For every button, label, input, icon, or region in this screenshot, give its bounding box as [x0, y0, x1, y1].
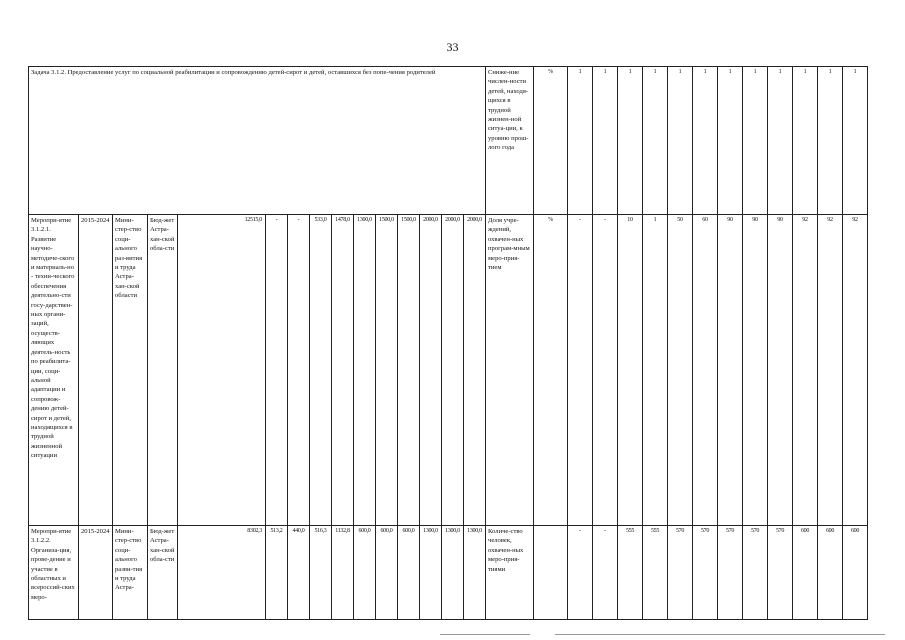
page-number: 33 — [446, 40, 459, 54]
activity-value: 10 — [618, 215, 643, 526]
activity-value: 90 — [718, 215, 743, 526]
activity-period: 2015-2024 — [79, 215, 113, 526]
footer-rule — [440, 634, 530, 635]
activity-value: - — [593, 215, 618, 526]
activity-executor: Мини-стер-ство соци-ального раз-вития и труда Астра-хан-ской области — [113, 215, 148, 526]
activity-value: 600 — [818, 526, 843, 620]
task-value: 1 — [768, 67, 793, 215]
footer-rule — [555, 634, 885, 635]
activity-value: 570 — [693, 526, 718, 620]
task-title: Задача 3.1.2. Предоставление услуг по социальной реабилитации и сопровождению детей-сирот и детей, оставшихся без попе-чения родителей — [29, 67, 486, 215]
task-value: 1 — [668, 67, 693, 215]
task-value: 1 — [593, 67, 618, 215]
activity-yearly: 2000,0 — [464, 215, 486, 526]
task-unit: % — [534, 67, 568, 215]
task-value: 1 — [618, 67, 643, 215]
activity-unit — [534, 526, 568, 620]
activity-period: 2015-2024 — [79, 526, 113, 620]
activity-value: 60 — [693, 215, 718, 526]
activity-yearly: 1500,0 — [398, 215, 420, 526]
activity-source: Бюд-жет Астра-хан-ской обла-сти — [148, 526, 178, 620]
task-value: 1 — [693, 67, 718, 215]
activity-value: 570 — [668, 526, 693, 620]
activity-value: 90 — [743, 215, 768, 526]
activity-yearly: 1132,8 — [332, 526, 354, 620]
task-value: 1 — [818, 67, 843, 215]
activity-total: 12515,0 — [178, 215, 266, 526]
activity-yearly: - — [266, 215, 288, 526]
activity-yearly: 600,0 — [398, 526, 420, 620]
budget-table — [28, 66, 868, 620]
activity-yearly: 1300,0 — [420, 526, 442, 620]
activity-value: 570 — [768, 526, 793, 620]
activity-row — [29, 215, 868, 526]
task-row — [29, 67, 868, 215]
activity-value: 92 — [843, 215, 868, 526]
activity-yearly: - — [288, 215, 310, 526]
activity-yearly: 2000,0 — [442, 215, 464, 526]
activity-value: 92 — [818, 215, 843, 526]
activity-yearly: 1300,0 — [354, 215, 376, 526]
activity-value: 90 — [768, 215, 793, 526]
activity-value: 600 — [793, 526, 818, 620]
task-value: 1 — [643, 67, 668, 215]
task-value: 1 — [743, 67, 768, 215]
activity-value: 92 — [793, 215, 818, 526]
activity-yearly: 1300,0 — [464, 526, 486, 620]
activity-yearly: 516,3 — [310, 526, 332, 620]
activity-executor: Мини-стер-ство соци-ального разви-тия и труда Астра- — [113, 526, 148, 620]
activity-unit: % — [534, 215, 568, 526]
activity-value: 555 — [643, 526, 668, 620]
activity-value: 600 — [843, 526, 868, 620]
activity-value: - — [568, 526, 593, 620]
activity-yearly: 1300,0 — [442, 526, 464, 620]
activity-value: 570 — [743, 526, 768, 620]
task-value: 1 — [718, 67, 743, 215]
activity-yearly: 600,0 — [376, 526, 398, 620]
task-indicator: Сниже-ние числен-ности детей, находя-щихся в трудной жизнен-ной ситуа-ции, к уровню прош-лого года — [486, 67, 534, 215]
activity-name: Меропри-ятие 3.1.2.1. Развитие научно-методиче-ского и материаль-но - техни-ческого обеспечения деятельно-сти госу-дарствен-ных органи-заций, осуществ-ляющих деятель-ность по реабилита-ции, соци-альной адаптации и сопровож-дению детей-сирот и детей, находящихся в трудной жизненной ситуации — [29, 215, 79, 526]
activity-name: Меропри-ятие 3.1.2.2. Организа-ция, прове-дение и участие в областных и всероссий-ских меро- — [29, 526, 79, 620]
activity-indicator: Доля учре-ждений, охвачен-ных програм-мным меро-прия-тием — [486, 215, 534, 526]
activity-value: 50 — [668, 215, 693, 526]
activity-yearly: 2000,0 — [420, 215, 442, 526]
activity-value: 1 — [643, 215, 668, 526]
task-value: 1 — [793, 67, 818, 215]
activity-yearly: 1500,0 — [376, 215, 398, 526]
activity-value: - — [593, 526, 618, 620]
activity-value: 555 — [618, 526, 643, 620]
activity-yearly: 440,0 — [288, 526, 310, 620]
activity-yearly: 533,0 — [310, 215, 332, 526]
task-value: 1 — [568, 67, 593, 215]
activity-value: 570 — [718, 526, 743, 620]
task-value: 1 — [843, 67, 868, 215]
activity-yearly: 513,2 — [266, 526, 288, 620]
activity-row — [29, 526, 868, 620]
activity-yearly: 600,0 — [354, 526, 376, 620]
activity-yearly: 1478,0 — [332, 215, 354, 526]
activity-value: - — [568, 215, 593, 526]
activity-total: 8302,3 — [178, 526, 266, 620]
activity-source: Бюд-жет Астра-хан-ской обла-сти — [148, 215, 178, 526]
activity-indicator: Количе-ство человек, охвачен-ных меро-прия-тиями — [486, 526, 534, 620]
